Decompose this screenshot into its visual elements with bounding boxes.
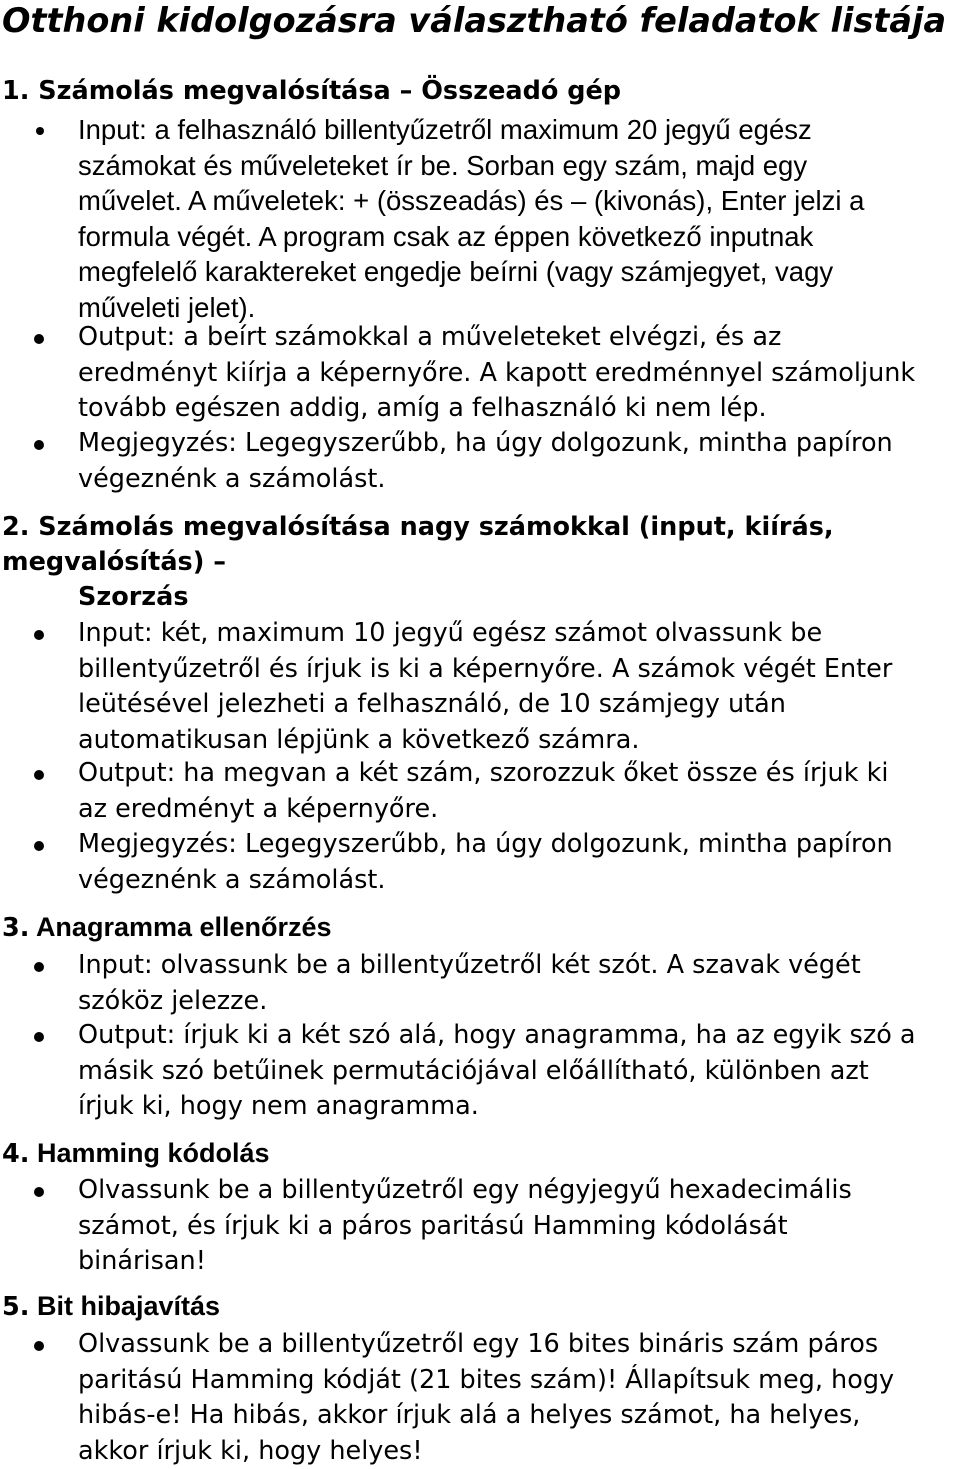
list-item-text: Input: olvassunk be a billentyűzetről két szót. A szavak végét szóköz jelezze. — [78, 950, 861, 1016]
list-item-text: Megjegyzés: Legegyszerűbb, ha úgy dolgozunk, mintha papíron végeznénk a számolást. — [78, 829, 893, 895]
list-item-text: Output: írjuk ki a két szó alá, hogy anagramma, ha az egyik szó a másik szó betűinek permutációjával előállítható, különben azt írjuk ki, hogy nem anagramma. — [78, 1020, 916, 1121]
section-2-heading: 2. Számolás megvalósítása nagy számokkal (input, kiírás, — [2, 512, 834, 542]
section-5-title: Bit hibajavítás — [36, 1291, 221, 1321]
list-item-text: Olvassunk be a billentyűzetről egy 16 bites bináris szám páros paritású Hamming kódját (21 bites szám)! Állapítsuk meg, hogy hibás-e! Ha hibás, akkor írjuk alá a helyes számot, ha helyes, akkor írjuk ki, hogy helyes! — [78, 1329, 895, 1466]
section-3-title: Anagramma ellenőrzés — [35, 912, 332, 942]
section-4-title: Hamming kódolás — [36, 1138, 270, 1168]
page-title: Otthoni kidolgozásra választható feladatok listája — [2, 1, 947, 40]
list-item-text: Output: ha megvan a két szám, szorozzuk őket össze és írjuk ki az eredményt a képernyőre. — [78, 758, 889, 824]
bullet-icon — [34, 770, 44, 780]
section-3-number: 3. — [2, 913, 30, 943]
bullet-icon — [34, 334, 44, 344]
section-5-number: 5. — [2, 1292, 30, 1322]
bullet-icon — [34, 841, 44, 851]
list-item-text: Megjegyzés: Legegyszerűbb, ha úgy dolgozunk, mintha papíron végeznénk a számolást. — [78, 428, 893, 494]
section-2-subheading: Szorzás — [78, 582, 189, 612]
list-item-text: Olvassunk be a billentyűzetről egy négyjegyű hexadecimális számot, és írjuk ki a páros paritású Hamming kódolását binárisan! — [78, 1175, 852, 1276]
bullet-icon — [34, 1341, 44, 1351]
bullet-icon — [34, 630, 44, 640]
bullet-icon — [34, 962, 44, 972]
section-1-heading: 1. Számolás megvalósítása – Összeadó gép — [2, 76, 622, 106]
bullet-icon — [34, 1032, 44, 1042]
bullet-icon — [34, 440, 44, 450]
list-item-text: Input: a felhasználó billentyűzetről maximum 20 jegyű egész számokat és műveleteket ír be. Sorban egy szám, majd egy művelet. A műveletek: + (összeadás) és – (kivonás), Enter jelzi a formula végét. A program csak az éppen következő inputnak megfelelő karaktereket engedje beírni (vagy számjegyet, vagy műveleti jelet). — [78, 114, 865, 323]
bullet-icon — [36, 127, 44, 135]
section-5-heading — [2, 1289, 220, 1324]
section-4-heading — [2, 1136, 270, 1171]
section-4-number: 4. — [2, 1139, 30, 1169]
section-2-heading-line-2: megvalósítás) – — [2, 547, 226, 577]
section-3-heading — [2, 910, 332, 945]
list-item-text: Output: a beírt számokkal a műveleteket elvégzi, és az eredményt kiírja a képernyőre. A kapott eredménnyel számoljunk tovább egészen addig, amíg a felhasználó ki nem lép. — [78, 322, 916, 423]
list-item-text: Input: két, maximum 10 jegyű egész számot olvassunk be billentyűzetről és írjuk is ki a képernyőre. A számok végét Enter leütésével jelezheti a felhasználó, de 10 számjegy után automatikusan lépjünk a következő számra. — [78, 618, 893, 755]
bullet-icon — [34, 1187, 44, 1197]
